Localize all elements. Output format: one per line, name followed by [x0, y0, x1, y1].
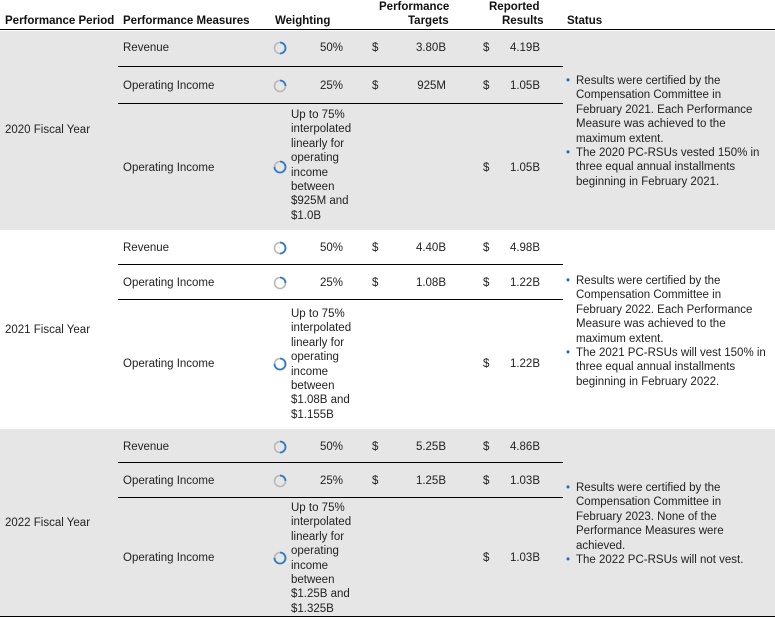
measure-label: Revenue [123, 441, 170, 453]
measure-label: Operating Income [123, 358, 215, 370]
weight-value: 50% [319, 242, 343, 254]
weight-value: 25% [319, 475, 343, 487]
measure-label: Revenue [123, 42, 170, 54]
table-row [118, 463, 563, 498]
period-label: 2020 Fiscal Year [5, 124, 91, 136]
period-section [0, 429, 775, 617]
weight-ring-icon [273, 440, 287, 454]
target-currency: $ [372, 277, 379, 289]
target-currency: $ [372, 242, 379, 254]
weight-ring-icon [273, 41, 287, 55]
status-item: • Results were certified by the Compensation Committee in February 2023. None of the Performance Measures were achieved. [566, 481, 766, 553]
status-item: • Results were certified by the Compensation Committee in February 2021. Each Performance Measure was achieved to the maximum extent. [566, 74, 766, 146]
status-list [566, 481, 766, 567]
target-currency: $ [372, 80, 379, 92]
weight-ring-icon [273, 551, 287, 565]
target-value: 4.40B [415, 242, 446, 254]
header-targets-line1: Performance [379, 1, 450, 13]
measure-label: Revenue [123, 242, 170, 254]
measure-label: Operating Income [123, 80, 215, 92]
target-currency: $ [372, 42, 379, 54]
header-results-line1: Reported [489, 1, 540, 13]
weight-description: Up to 75% interpolated linearly for operating income between $1.08B and $1.155B [291, 308, 352, 421]
result-value: 4.19B [509, 42, 540, 54]
header-targets-line2: Targets [408, 15, 449, 27]
result-value: 1.05B [509, 162, 540, 174]
weight-value: 25% [319, 277, 343, 289]
result-currency: $ [483, 441, 490, 453]
weight-ring-icon [273, 79, 287, 93]
weight-ring-icon [273, 160, 287, 174]
weight-ring-icon [273, 276, 287, 290]
header-results-line2: Results [502, 15, 544, 27]
target-value: 925M [417, 80, 446, 92]
header-weighting: Weighting [275, 15, 331, 27]
result-value: 1.03B [509, 552, 540, 564]
weight-value: 50% [319, 42, 343, 54]
table-row [118, 498, 563, 616]
target-value: 1.08B [415, 277, 446, 289]
result-value: 1.03B [509, 475, 540, 487]
weight-description: Up to 75% interpolated linearly for operating income between $1.25B and $1.325B [291, 502, 352, 615]
target-currency: $ [372, 441, 379, 453]
status-item: • The 2021 PC-RSUs will vest 150% in three equal annual installments beginning in February 2022. [566, 346, 766, 389]
table-row [118, 104, 563, 230]
status-list [566, 274, 766, 389]
period-section [0, 230, 775, 429]
table-row [118, 31, 563, 67]
status-item: • Results were certified by the Compensation Committee in February 2022. Each Performance Measure was achieved to the maximum extent. [566, 274, 766, 346]
weight-ring-icon [273, 357, 287, 371]
target-value: 5.25B [415, 441, 446, 453]
period-label: 2022 Fiscal Year [5, 517, 91, 529]
table-row [118, 429, 563, 463]
result-currency: $ [483, 80, 490, 92]
table-header [0, 0, 775, 30]
result-value: 1.22B [509, 358, 540, 370]
table-row [118, 265, 563, 300]
result-currency: $ [483, 42, 490, 54]
status-item: • The 2022 PC-RSUs will not vest. [566, 553, 766, 567]
target-value: 3.80B [415, 42, 446, 54]
measure-label: Operating Income [123, 277, 215, 289]
target-currency: $ [372, 475, 379, 487]
status-list [566, 74, 766, 189]
result-currency: $ [483, 277, 490, 289]
header-measures: Performance Measures [123, 15, 250, 27]
result-value: 4.98B [509, 242, 540, 254]
result-value: 1.22B [509, 277, 540, 289]
weight-ring-icon [273, 241, 287, 255]
measure-label: Operating Income [123, 552, 215, 564]
status-item: • The 2020 PC-RSUs vested 150% in three equal annual installments beginning in February 2021. [566, 146, 766, 189]
weight-value: 25% [319, 80, 343, 92]
result-currency: $ [483, 475, 490, 487]
table-row [118, 67, 563, 104]
result-currency: $ [483, 552, 490, 564]
table-row [118, 300, 563, 429]
target-value: 1.25B [415, 475, 446, 487]
period-label: 2021 Fiscal Year [5, 324, 91, 336]
header-status: Status [567, 15, 603, 27]
weight-description: Up to 75% interpolated linearly for operating income between $925M and $1.0B [291, 109, 352, 222]
result-currency: $ [483, 358, 490, 370]
table-row [118, 230, 563, 265]
weight-value: 50% [319, 441, 343, 453]
result-value: 4.86B [509, 441, 540, 453]
period-section [0, 31, 775, 230]
result-currency: $ [483, 242, 490, 254]
weight-ring-icon [273, 474, 287, 488]
header-period: Performance Period [5, 15, 115, 27]
result-currency: $ [483, 162, 490, 174]
measure-label: Operating Income [123, 475, 215, 487]
measure-label: Operating Income [123, 162, 215, 174]
result-value: 1.05B [509, 80, 540, 92]
